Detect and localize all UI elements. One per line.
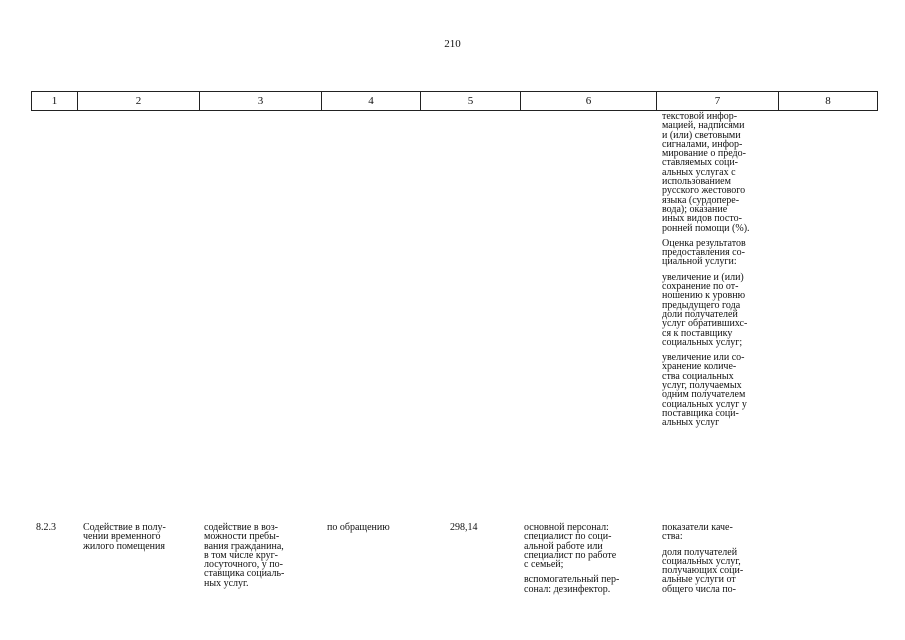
text-line: Содействие в полу- [83, 522, 166, 533]
text-line: лосуточного, у по- [204, 559, 283, 571]
header-cell-8: 8 [779, 92, 878, 110]
text-line: предыдущего года [662, 299, 741, 311]
text-line: социальных услуг, [662, 555, 741, 567]
paragraph [662, 353, 780, 427]
text-line: вспомогательный пер- [524, 574, 620, 586]
text-line: ронней помощи (%). [662, 222, 750, 234]
paragraph [524, 575, 652, 594]
text-line: ства: [662, 531, 683, 543]
text-line: основной персонал: [524, 522, 609, 533]
text-line: одним получателем [662, 389, 746, 401]
text-line: ных услуг. [204, 577, 249, 589]
text-line: мацией, надписями [662, 120, 745, 132]
text-line: поставщика соци- [662, 407, 739, 419]
text-line: сонал: дезинфектор. [524, 583, 611, 595]
text-line: специалист по работе [524, 549, 617, 561]
paragraph [662, 273, 780, 347]
service-personnel [524, 523, 652, 594]
text-line: социальных услуг у [662, 398, 747, 410]
text-line: доли получателей [662, 308, 738, 320]
text-line: показатели каче- [662, 522, 733, 533]
service-name [83, 523, 195, 551]
service-quality [662, 523, 780, 594]
text-line: 298,14 [450, 522, 478, 533]
header-cell-6: 6 [521, 92, 657, 110]
text-line: сохранение по от- [662, 281, 739, 293]
text-line: услуг обратившихс- [662, 318, 748, 330]
paragraph [662, 239, 780, 267]
row-number [36, 523, 76, 532]
text-line: альные услуги от [662, 574, 736, 586]
text-line: чении временного [83, 531, 161, 543]
text-line: вания гражданина, [204, 540, 284, 552]
text-line: ства социальных [662, 370, 734, 382]
header-cell-7: 7 [657, 92, 779, 110]
header-cell-3: 3 [200, 92, 322, 110]
text-line: языка (сурдопере- [662, 194, 740, 206]
text-line: альных услугах с [662, 166, 736, 178]
text-line: специалист по соци- [524, 531, 612, 543]
text-line: в том числе круг- [204, 549, 279, 561]
text-line: предоставления со- [662, 247, 745, 259]
header-cell-2: 2 [78, 92, 200, 110]
text-line: с семьей; [524, 559, 564, 571]
text-line: ставляемых соци- [662, 157, 739, 169]
paragraph [662, 523, 780, 542]
text-line: по обращению [327, 522, 390, 533]
text-line: увеличение и (или) [662, 271, 744, 283]
text-line: доля получателей [662, 546, 738, 558]
text-line: Оценка результатов [662, 237, 746, 249]
text-line: хранение количе- [662, 361, 737, 373]
text-line: использованием [662, 176, 731, 188]
continuation-col7 [662, 112, 780, 428]
text-line: увеличение или со- [662, 352, 745, 364]
header-cell-1: 1 [32, 92, 78, 110]
text-line: мирование о предо- [662, 148, 746, 160]
text-line: русского жестового [662, 185, 746, 197]
text-line: можности пребы- [204, 531, 280, 543]
text-line: ношению к уровню [662, 290, 746, 302]
text-line: социальных услуг; [662, 336, 743, 348]
service-tariff [450, 523, 510, 532]
header-cell-5: 5 [421, 92, 521, 110]
table-header-row [31, 91, 878, 111]
service-frequency [327, 523, 417, 532]
paragraph [662, 112, 780, 233]
text-line: сигналами, инфор- [662, 138, 743, 150]
text-line: общего числа по- [662, 583, 737, 595]
page-number: 210 [444, 38, 461, 50]
text-line: услуг, получаемых [662, 380, 742, 392]
text-line: ставщика социаль- [204, 568, 285, 580]
text-line: текстовой инфор- [662, 111, 738, 122]
paragraph [662, 548, 780, 594]
text-line: получающих соци- [662, 565, 744, 577]
paragraph [524, 523, 652, 569]
text-line: вода); оказание [662, 203, 728, 215]
row-number-text: 8.2.3 [36, 522, 56, 533]
text-line: иных видов посто- [662, 213, 742, 225]
service-description [204, 523, 316, 588]
text-line: ся к поставщику [662, 327, 733, 339]
text-line: альных услуг [662, 417, 720, 429]
text-line: жилого помещения [83, 540, 165, 552]
text-line: содействие в воз- [204, 522, 279, 533]
text-line: и (или) световыми [662, 129, 741, 141]
text-line: альной работе или [524, 540, 603, 552]
header-cell-4: 4 [322, 92, 421, 110]
text-line: циальной услуги: [662, 256, 737, 268]
